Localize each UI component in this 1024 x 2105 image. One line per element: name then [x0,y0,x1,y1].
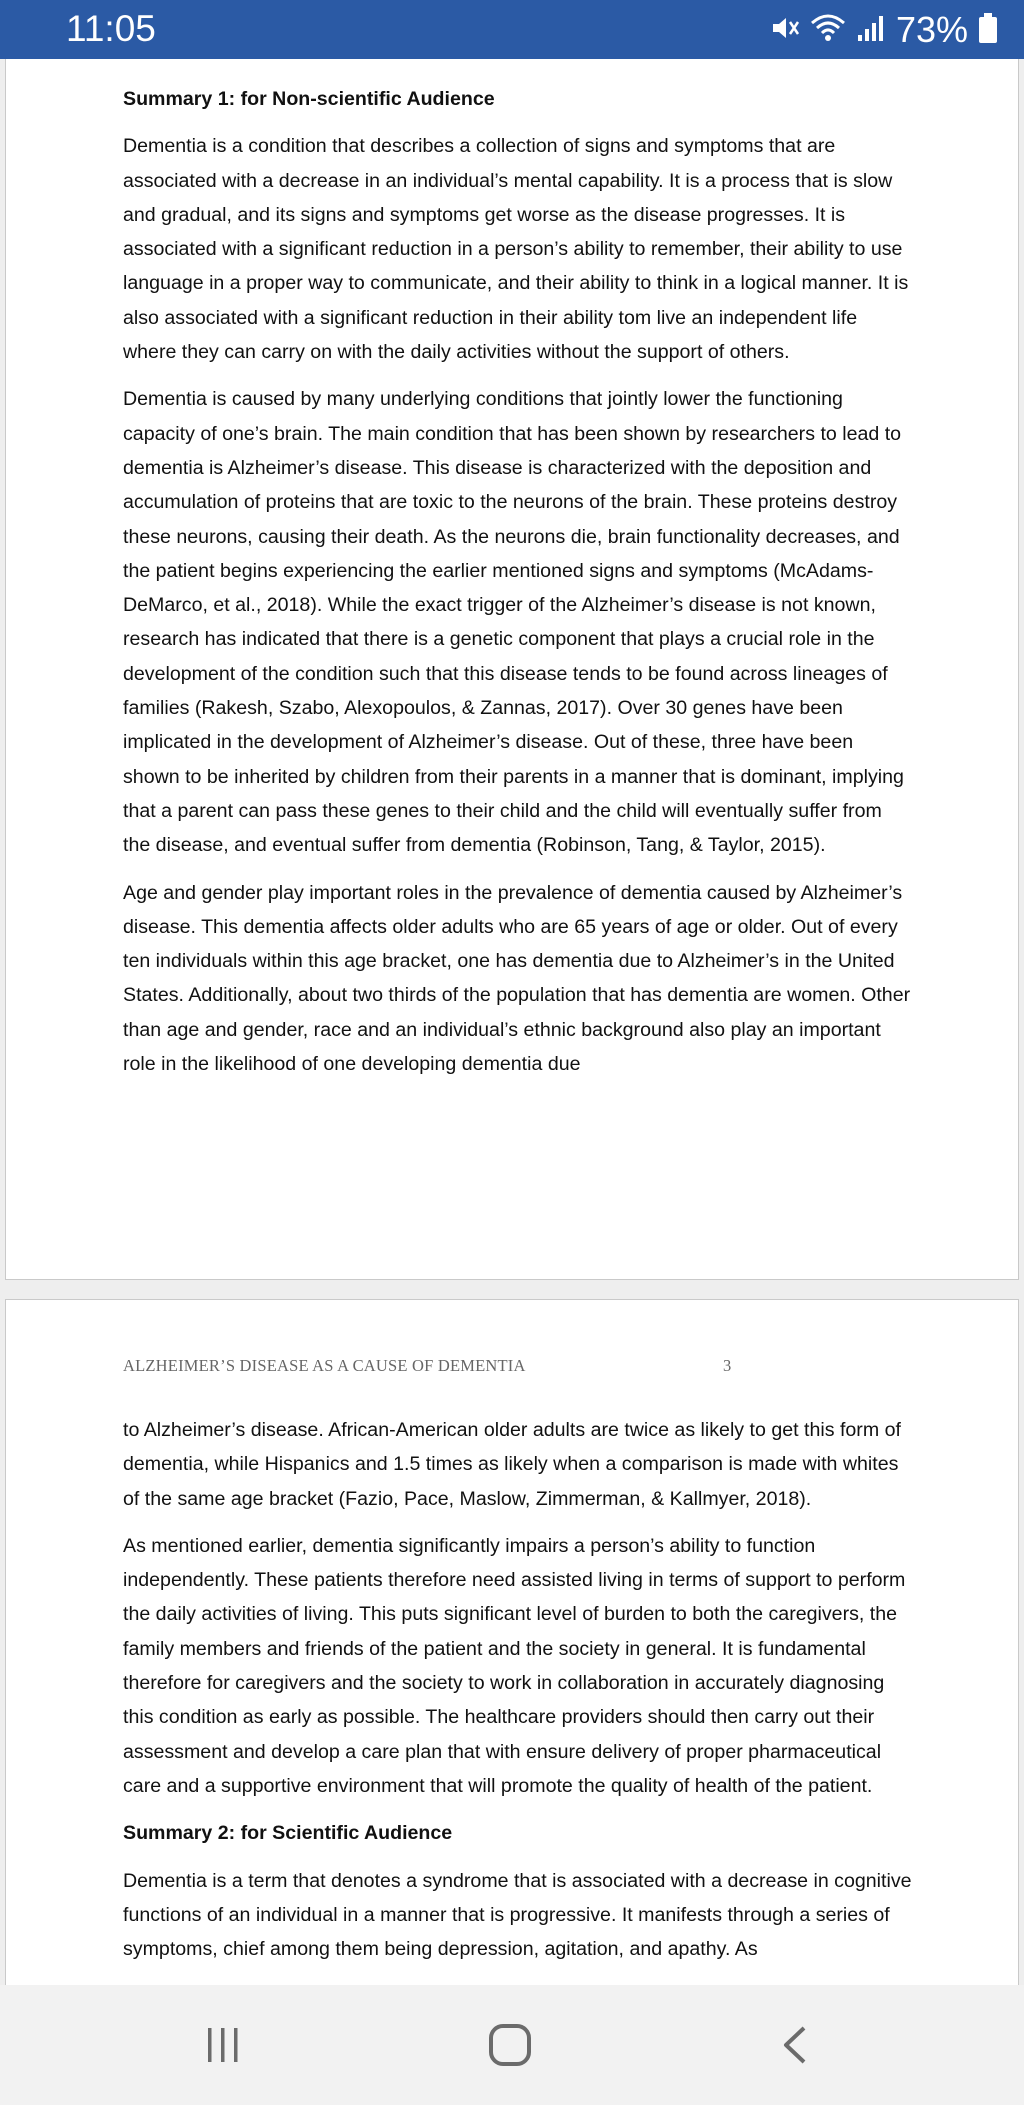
status-time: 11:05 [66,8,156,49]
recents-icon [203,2025,243,2065]
signal-icon [856,13,886,48]
page-content [123,1413,913,1979]
section-heading-summary-2: Summary 2: for Scientific Audience [123,1822,453,1845]
status-bar [0,0,1024,59]
back-icon [776,2025,816,2065]
status-icons [770,8,998,52]
back-button[interactable] [766,2015,826,2075]
document-page-2 [5,59,1019,1280]
battery-icon [978,12,998,49]
recents-button[interactable] [193,2015,253,2075]
paragraph: Dementia is a term that denotes a syndrome that is associated with a decrease in cognitive functions of an individual in a manner that is progressive. It manifests through a series of symptoms, chief among them being depression, agitation, and apathy. As [123,1869,912,1961]
document-page-3 [5,1299,1019,1999]
battery-percentage: 73% [895,9,968,50]
mute-icon [770,13,800,48]
page-content [123,82,913,1094]
paragraph: As mentioned earlier, dementia significantly impairs a person’s ability to function independently. These patients therefore need assisted living in terms of support to perform the daily activities of living. This puts significant level of burden to both the caregivers, the family members and friends of the patient and the society in general. It is fundamental therefore for caregivers and the society to work in collaboration in accurately diagnosing this condition as early as possible. The healthcare providers should then carry out their assessment and develop a care plan that with ensure delivery of proper pharmaceutical care and a supportive environment that will promote the quality of health of the patient. [123,1534,906,1797]
home-button[interactable] [480,2015,540,2075]
paragraph: to Alzheimer’s disease. African-American older adults are twice as likely to get this form of dementia, while Hispanics and 1.5 times as likely when a comparison is made with whites of the same age bracket (Fazio, Pace, Maslow, Zimmerman, & Kallmyer, 2018). [123,1419,901,1510]
section-heading-summary-1: Summary 1: for Non-scientific Audience [123,88,495,110]
paragraph: Age and gender play important roles in the prevalence of dementia caused by Alzheimer’s disease. This dementia affects older adults who are 65 years of age or older. Out of every ten individuals within this age bracket, one has dementia due to Alzheimer’s in the United States. Additionally, about two thirds of the population that has dementia are women. Other than age and gender, race and an individual’s ethnic background also play an important role in the likelihood of one developing dementia due [123,881,911,1076]
wifi-icon [810,13,846,48]
home-icon [487,2022,533,2068]
navigation-bar [0,1985,1024,2105]
page-number: 3 [723,1356,732,1375]
paragraph: Dementia is caused by many underlying conditions that jointly lower the functioning capacity of one’s brain. The main condition that has been shown by researchers to lead to dementia is Alzheimer’s disease. This disease is characterized with the deposition and accumulation of proteins that are toxic to the neurons of the brain. These proteins destroy these neurons, causing their death. As the neurons die, brain functionality decreases, and the patient begins experiencing the earlier mentioned signs and symptoms (McAdams-DeMarco, et al., 2018). While the exact trigger of the Alzheimer’s disease is not known, research has indicated that there is a genetic component that plays a crucial role in the development of the condition such that this disease tends to be found across lineages of families (Rakesh, Szabo, Alexopoulos, & Zannas, 2017). Over 30 genes have been implicated in the development of Alzheimer’s disease. Out of these, three have been shown to be inherited by children from their parents in a manner that is dominant, implying that a parent can pass these genes to their child and the child will eventually suffer from the disease, and eventual suffer from dementia (Robinson, Tang, & Taylor, 2015). [123,388,904,857]
running-head: ALZHEIMER’S DISEASE AS A CAUSE OF DEMENTIA [123,1356,526,1375]
paragraph: Dementia is a condition that describes a collection of signs and symptoms that are associated with a decrease in an individual’s mental capability. It is a process that is slow and gradual, and its signs and symptoms get worse as the disease progresses. It is associated with a significant reduction in a person’s ability to remember, their ability to use language in a proper way to communicate, and their ability to think in a logical manner. It is also associated with a significant reduction in their ability tom live an independent life where they can carry on with the daily activities without the support of others. [123,135,909,364]
